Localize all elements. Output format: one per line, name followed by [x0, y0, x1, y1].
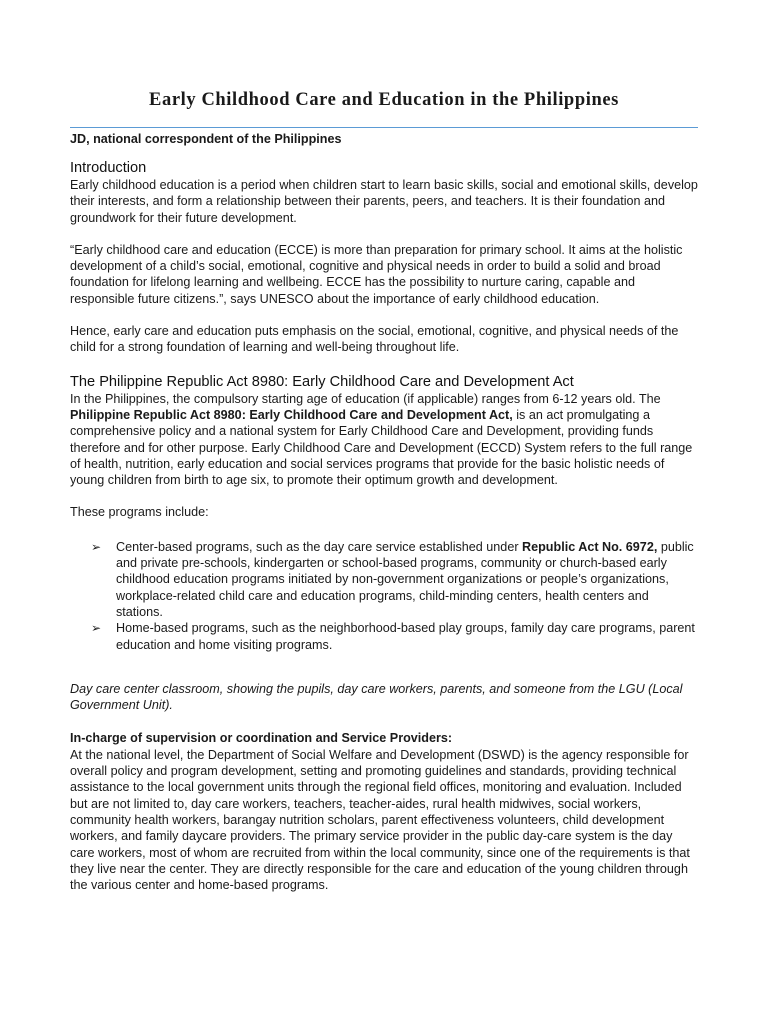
- list-item: [91, 539, 698, 620]
- section-heading-introduction: Introduction: [70, 160, 147, 176]
- programs-list: [70, 539, 698, 653]
- byline: JD, national correspondent of the Philippines: [70, 132, 342, 146]
- republic-act-6972-bold: Republic Act No. 6972,: [522, 539, 658, 554]
- section-heading-act-8980: The Philippine Republic Act 8980: Early Childhood Care and Development Act: [70, 373, 574, 390]
- title-divider: [70, 127, 698, 128]
- bullet-2-text: Home-based programs, such as the neighborhood-based play groups, family day care programs, parent education and home visiting programs.: [116, 621, 695, 652]
- section-heading-supervision: In-charge of supervision or coordination and Service Providers:: [70, 731, 453, 746]
- bullet-1-rest: public and private pre-schools, kindergarten or school-based programs, community or church-based early childhood education programs initiated by non-government organizations or people’s organizations, workplace-related child care and education programs, child-minding centers, health centers and stations.: [116, 539, 694, 619]
- supervision-paragraph: At the national level, the Department of Social Welfare and Development (DSWD) is the agency responsible for overall policy and program development, setting and promoting guidelines and standards, providing technical assistance to the local government units through the regional field offices, monitoring and evaluation. Included but are not limited to, day care workers, teachers, teacher-aides, rural health midwives, social workers, community health workers, barangay nutrition scholars, parent effectiveness volunteers, child development workers, and family daycare providers. The primary service provider in the public day-care system is the day care workers, most of whom are recruited from within the local community, since one of the requirements is that they live near the center. They are directly responsible for the care and education of the young children through the various center and home-based programs.: [70, 747, 690, 893]
- act-name-bold: Philippine Republic Act 8980: Early Childhood Care and Development Act,: [70, 407, 513, 422]
- act-paragraph: [70, 391, 698, 489]
- image-caption: Day care center classroom, showing the pupils, day care workers, parents, and someone from the LGU (Local Government Unit).: [70, 681, 683, 713]
- list-item: [91, 620, 698, 653]
- programs-intro: These programs include:: [70, 505, 209, 520]
- arrow-bullet-icon: ➢: [91, 539, 102, 554]
- arrow-bullet-icon: ➢: [91, 621, 102, 636]
- intro-paragraph-2: “Early childhood care and education (ECCE) is more than preparation for primary school. It aims at the holistic development of a child’s social, emotional, cognitive and physical needs in order to build a solid and broad foundation for lifelong learning and wellbeing. ECCE has the possibility to nurture caring, capable and responsible future citizens.”, says UNESCO about the importance of early childhood education.: [70, 242, 683, 306]
- act-paragraph-rest: is an act promulgating a comprehensive policy and a national system for Early Childhood Care and Development, providing funds therefore and for other purpose. Early Childhood Care and Development (ECCD) System refers to the full range of health, nutrition, early education and social services programs that provide for the basic holistic needs of young children from birth to age six, to promote their optimum growth and development.: [70, 407, 693, 488]
- intro-paragraph-3: Hence, early care and education puts emphasis on the social, emotional, cognitive, and physical needs of the child for a strong foundation of learning and well-being throughout life.: [70, 324, 679, 355]
- document-title: Early Childhood Care and Education in the Philippines: [149, 90, 619, 110]
- bullet-1-start: Center-based programs, such as the day care service established under: [116, 539, 523, 554]
- act-paragraph-start: In the Philippines, the compulsory starting age of education (if applicable) ranges from 6-12 years old. The: [70, 391, 661, 406]
- intro-paragraph-1: Early childhood education is a period when children start to learn basic skills, social and emotional skills, develop their interests, and form a relationship between their parents, peers, and teachers. It is their foundation and groundwork for their future development.: [70, 178, 698, 225]
